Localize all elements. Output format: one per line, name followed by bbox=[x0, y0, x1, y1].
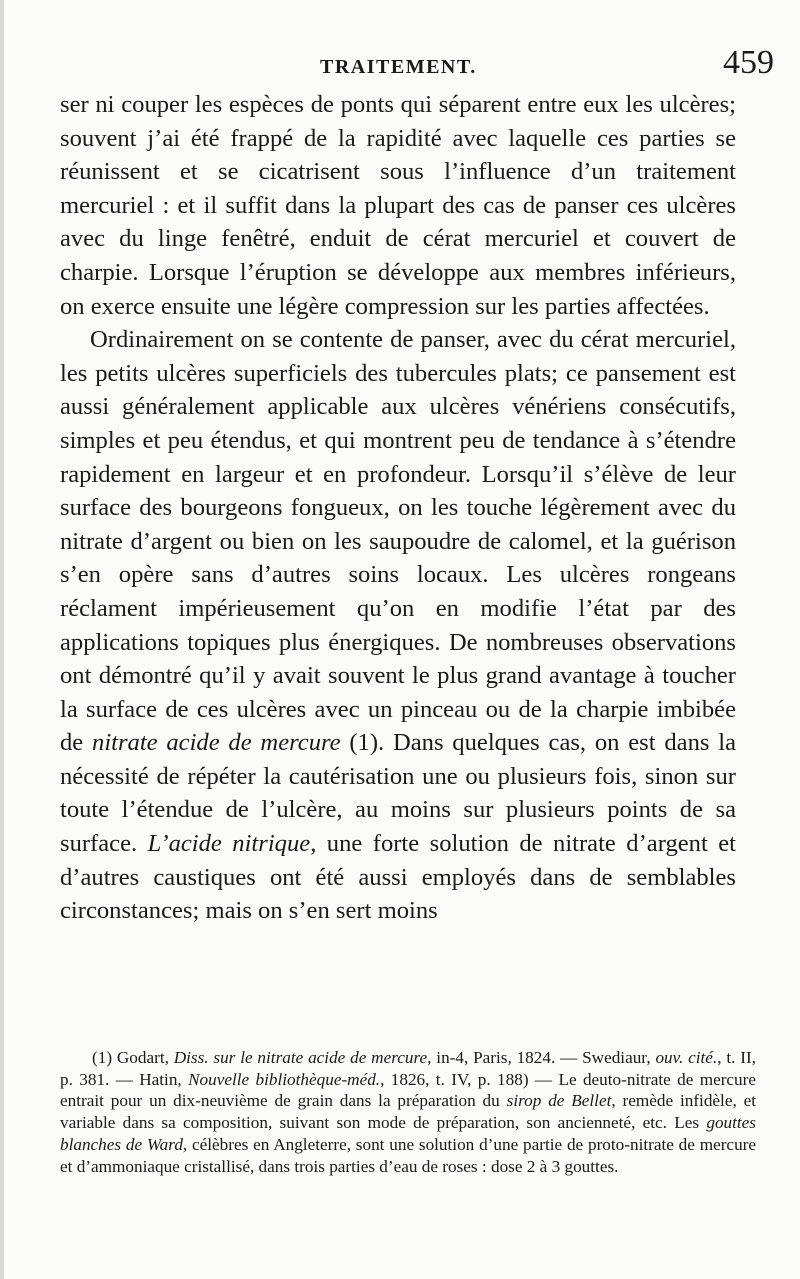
footnote-text: , 1826, t. IV, p. 188) — Le deuto-nitrate de mercure entrait pour un dix-neuvième de grain dans la préparation du bbox=[60, 1069, 756, 1111]
footnote-text: , célèbres en Angleterre, sont une solution d’une partie de proto-nitrate de mercure et d’ammoniaque cristallisé, dans trois parties d’eau de roses : dose 2 à 3 gouttes. bbox=[60, 1134, 757, 1176]
footnote-marker: (1) Godart, bbox=[92, 1048, 169, 1067]
footnote-italic: Diss. sur le nitrate acide de mercure bbox=[173, 1048, 428, 1067]
paragraph-2-text-a: Ordinairement on se contente de panser, avec du cérat mercuriel, les petits ulcères superficiels des tubercules plats; ce pansement est aussi généralement applicable aux ulcères vénériens consécutifs, simples et peu étendus, et qui montrent peu de tendance à s’étendre rapidement en largeur et en profondeur. Lorsqu’il s’élève de leur surface des bourgeons fongueux, on les touche légèrement avec du nitrate d’argent ou bien on les saupoudre de calomel, et la guérison s’en opère sans d’autres soins locaux. Les ulcères rongeans réclament impérieusement qu’on en modifie l’état par des applications topiques plus énergiques. De nombreuses observations ont démontré qu’il y avait souvent le plus grand avantage à toucher la surface de ces ulcères avec un pinceau ou de la charpie imbibée de bbox=[60, 326, 736, 757]
footnote-italic: ouv. cité. bbox=[655, 1048, 718, 1067]
running-head: TRAITEMENT. bbox=[320, 56, 477, 78]
paragraph-2 bbox=[60, 323, 736, 928]
footnote-1 bbox=[60, 1047, 756, 1177]
footnote bbox=[60, 1047, 756, 1177]
footnote-text: , in-4, Paris, 1824. — Swediaur, bbox=[427, 1048, 651, 1067]
italic-term-acide: L’acide nitrique bbox=[147, 830, 311, 858]
paragraph-2-text-b: (1). Dans quelques cas, on est dans la nécessité de répéter la cautérisation une ou plusieurs fois, sinon sur toute l’étendue de l’ulcère, au moins sur plusieurs points de sa surface. bbox=[60, 729, 736, 858]
footnote-italic: Nouvelle bibliothèque-méd. bbox=[188, 1069, 381, 1089]
paragraph-1: ser ni couper les espèces de ponts qui séparent entre eux les ulcères; souvent j’ai été frappé de la rapidité avec laquelle ces parties se réunissent et se cicatrisent sous l’influence d’un traitement mercuriel : et il suffit dans la plupart des cas de panser ces ulcères avec du linge fenêtré, enduit de cérat mercuriel et couvert de charpie. Lorsque l’éruption se développe aux membres inférieurs, on exerce ensuite une légère compression sur les parties affectées. bbox=[60, 91, 736, 320]
italic-term-nitrate: nitrate acide de mercure bbox=[92, 729, 341, 757]
footnote-text: , t. II, p. 381. — Hatin, bbox=[60, 1048, 756, 1089]
footnote-italic: gouttes blanches de Ward bbox=[60, 1113, 756, 1154]
footnote-italic: sirop de Bellet bbox=[506, 1091, 612, 1111]
body-text bbox=[60, 88, 736, 928]
page-header bbox=[60, 44, 782, 94]
footnote-text: , remède infidèle, et variable dans sa composition, suivant son mode de préparation, son ancienneté, etc. Les bbox=[60, 1091, 757, 1133]
page-number: 459 bbox=[723, 44, 774, 81]
paragraph-2-text-c: , une forte solution de nitrate d’argent et d’autres caustiques ont été aussi employés dans de semblables circonstances; mais on s’en sert moins bbox=[60, 830, 737, 925]
